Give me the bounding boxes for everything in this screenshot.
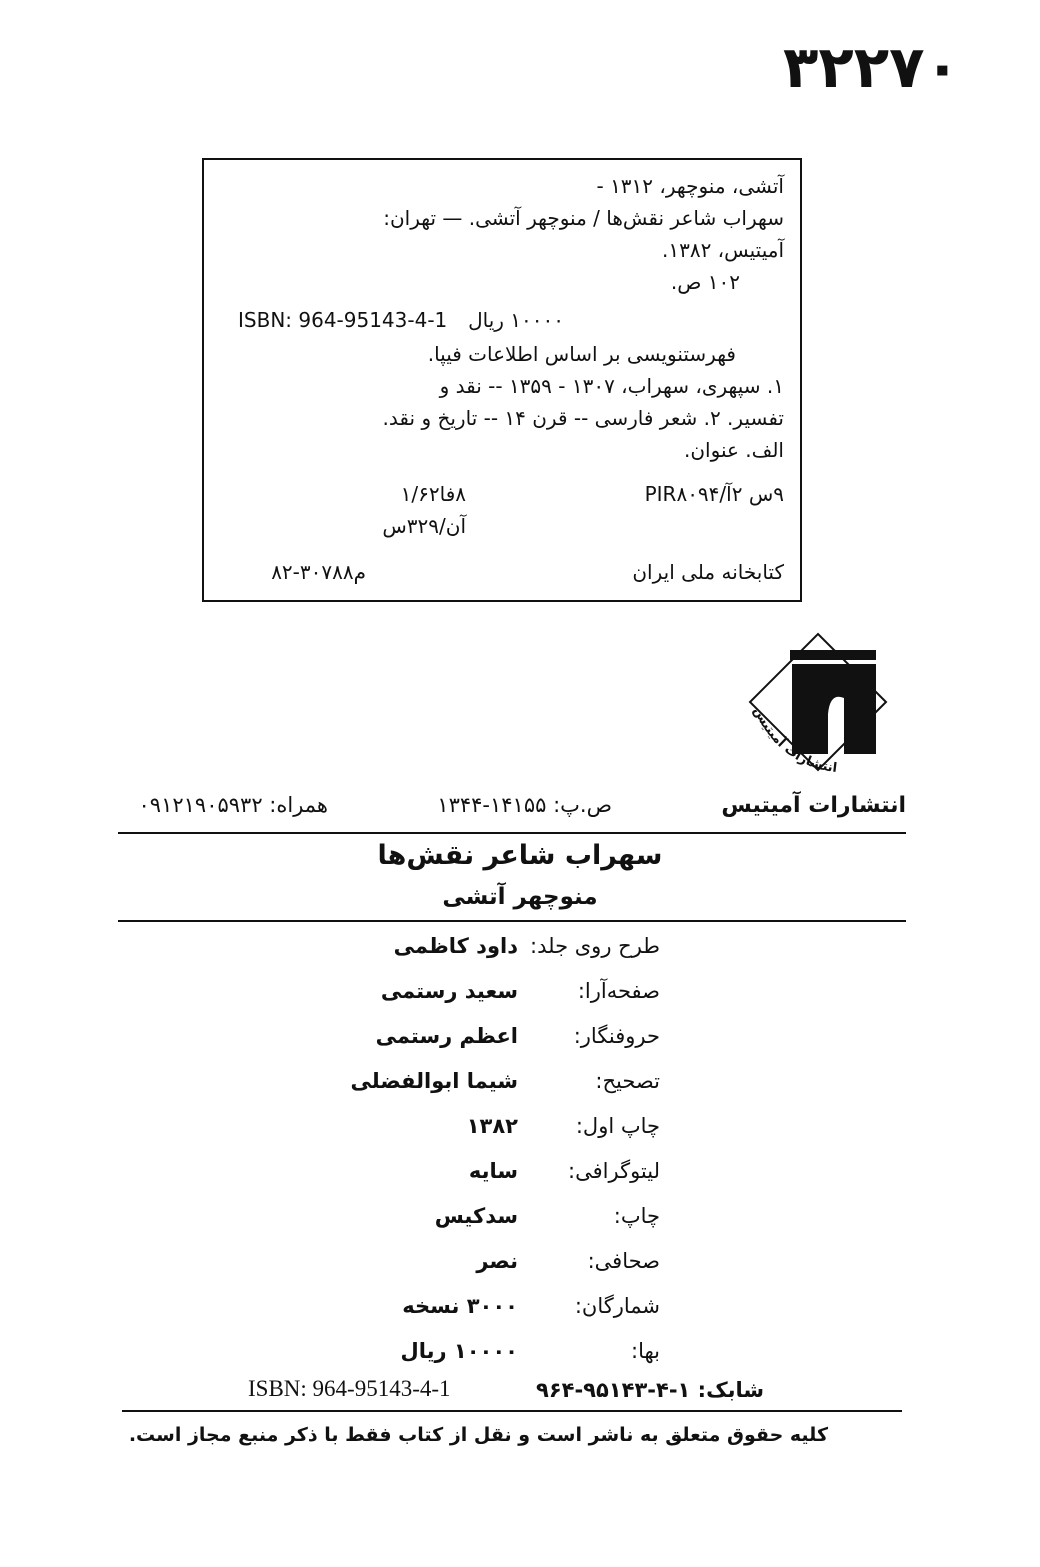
credit-value-circulation: ۳۰۰۰ نسخه [402,1294,518,1318]
divider-middle [118,920,906,922]
cip-title-entry: الف. عنوان. [684,438,784,462]
credit-label-printing: چاپ: [613,1204,660,1228]
credit-value-printing: سدکیس [434,1204,518,1228]
cip-pages-line: ۱۰۲ ص. [670,270,740,294]
cip-subject-line-1: ۱. سپهری، سهراب، ۱۳۰۷ - ۱۳۵۹ -- نقد و [439,374,784,398]
credit-value-lithography: سایه [468,1159,518,1183]
credit-label-cover: طرح روی جلد: [530,934,660,958]
publisher-name: انتشارات آمیتیس [721,793,906,818]
cip-author-line: آتشی، منوچهر، ۱۳۱۲ - [596,174,784,198]
logo-text: انتشارات آمیتیس [750,704,838,777]
cip-dewey-class: ۸فا۱/۶۲ [400,482,466,506]
publisher-mobile: همراه: ۰۹۱۲۱۹۰۵۹۳۲ [138,793,328,817]
cip-title-line: سهراب شاعر نقش‌ها / منوچهر آتشی. — تهران: [383,206,784,230]
credit-label-proofreading: تصحیح: [595,1069,660,1093]
credit-value-price: ۱۰۰۰۰ ریال [400,1339,518,1363]
accession-number: ۳۲۲۷۰ [782,33,960,101]
credit-value-first-print: ۱۳۸۲ [466,1114,518,1138]
cip-box [202,158,802,602]
cip-lc-class: ۹س ۲آ/PIR۸۰۹۴ [644,482,784,506]
cip-cutter: آن/۳۲۹س [382,514,466,538]
book-author: منوچهر آتشی [442,884,598,910]
publisher-po-box: ص.پ: ۱۴۱۵۵-۱۳۴۴ [437,793,612,817]
book-title: سهراب شاعر نقش‌ها [377,840,663,871]
cip-publisher-line: آمیتیس، ۱۳۸۲. [661,238,784,262]
cip-record-number: م۳۰۷۸۸-۸۲ [271,560,366,584]
divider-top [118,832,906,834]
cip-fipa-note: فهرستنویسی بر اساس اطلاعات فیپا. [427,342,736,366]
credit-value-typesetter: اعظم رستمی [375,1024,518,1048]
isbn-persian: شابک: ۱-۴-۹۵۱۴۳-۹۶۴ [536,1378,764,1402]
publisher-logo-icon [740,630,890,780]
publisher-logo-svg [740,630,890,780]
cip-price: ۱۰۰۰۰ ریال [468,308,564,332]
credit-label-price: بها: [631,1339,660,1363]
credit-label-circulation: شمارگان: [574,1294,660,1318]
credit-value-proofreading: شیما ابوالفضلی [350,1069,518,1093]
credit-value-binding: نصر [476,1249,518,1273]
credit-label-first-print: چاپ اول: [575,1114,660,1138]
isbn-latin: ISBN: 964-95143-4-1 [248,1376,451,1401]
credit-value-cover: داود کاظمی [393,934,518,958]
credit-label-binding: صحافی: [587,1249,660,1273]
cip-isbn: ISBN: 964-95143-4-1 [238,308,448,332]
credit-label-layout: صفحه‌آرا: [577,979,660,1003]
rights-notice: کلیه حقوق متعلق به ناشر است و نقل از کتاب فقط با ذکر منبع مجاز است. [128,1424,828,1446]
logo-bar [790,650,876,660]
credit-label-lithography: لیتوگرافی: [568,1159,660,1183]
divider-bottom [122,1410,902,1412]
cip-library: کتابخانه ملی ایران [632,560,784,584]
logo-letter [792,664,876,754]
credit-value-layout: سعید رستمی [380,979,518,1003]
credit-label-typesetter: حروفنگار: [573,1024,660,1048]
cip-subject-line-2: تفسیر. ۲. شعر فارسی -- قرن ۱۴ -- تاریخ و نقد. [382,406,784,430]
